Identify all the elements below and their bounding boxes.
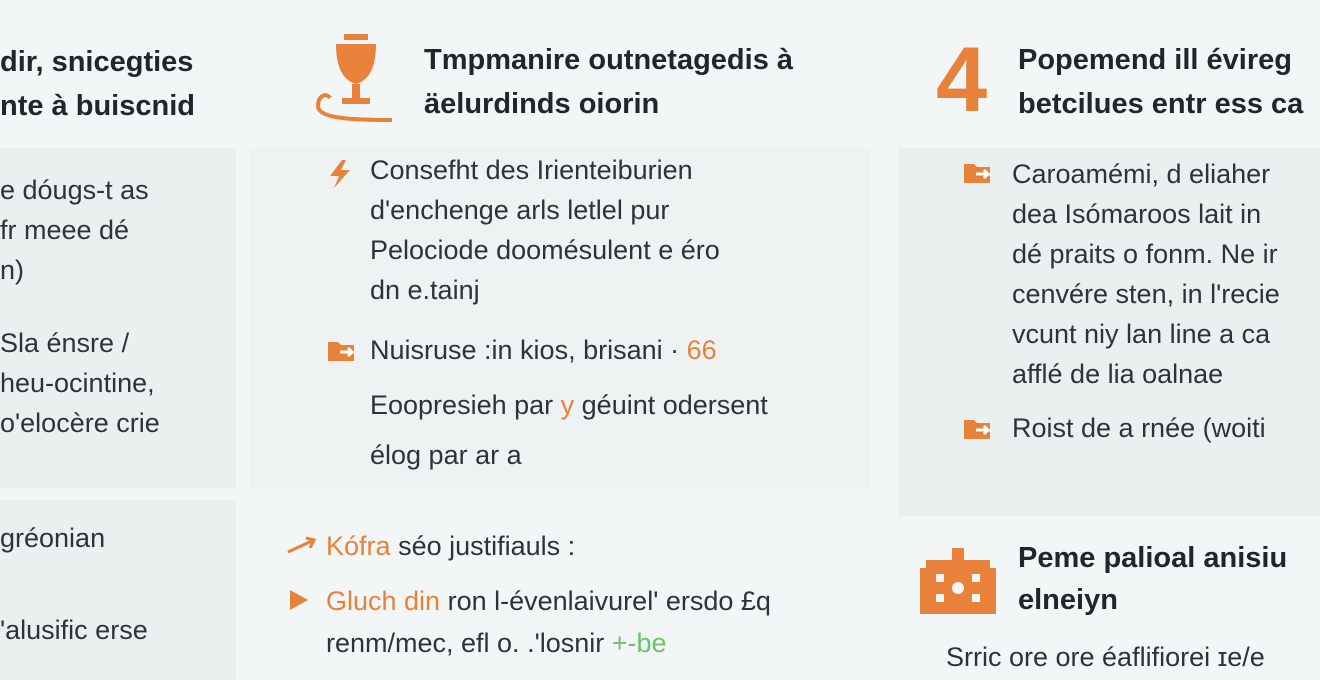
left-title-line-1: dir, snicegties	[0, 46, 194, 78]
folder-arrow-icon	[962, 416, 996, 442]
caret-right-icon	[288, 588, 310, 612]
left-panel-1-line-4: Sla énsre /	[0, 328, 130, 358]
right-box-title-line-2: elneiyn	[1018, 584, 1118, 616]
right-item-1-line-3: dé praits o fonm. Ne ir	[1012, 239, 1278, 269]
middle-item-4-text: ron l-évenlaivurel' ersdo £q	[447, 586, 771, 616]
middle-item-2-text: Nuisruse :in kios, brisani ·	[370, 335, 680, 365]
right-box-text: Srric ore ore éaflifiorei ɪe/e	[946, 642, 1265, 672]
left-panel-1-line-5: heu‑ocintine,	[0, 368, 155, 398]
left-panel-1-line-1: e dóugs‑t as	[0, 175, 149, 205]
right-item-2: Roist de a rnée (woiti	[1012, 413, 1266, 443]
middle-item-4-green: +-be	[611, 628, 667, 658]
left-panel-1-line-2: fr meee dé	[0, 215, 130, 245]
middle-item-1-line-1: Consefht des Irienteiburien	[370, 155, 693, 185]
middle-item-1-line-4: dn e.tainj	[370, 275, 480, 305]
middle-item-3-orange: Kófra	[326, 531, 391, 561]
middle-item-1-line-3: Pelociode doomésulent e éro	[370, 235, 720, 265]
middle-item-3	[326, 526, 575, 566]
middle-title-line-1: Tmpmanire outnetagedis à	[424, 44, 794, 76]
middle-item-2-line-2	[370, 385, 768, 425]
middle-item-2-line-3: élog par ar a	[370, 440, 522, 470]
middle-item-3-text: séo justifiauls :	[398, 531, 576, 561]
left-panel-2-line-1: gréonian	[0, 523, 106, 553]
right-box-title-line-1: Peme palioal anisiu	[1018, 542, 1288, 574]
middle-item-4-line-2	[326, 623, 667, 663]
number-four-icon: 4	[936, 29, 988, 131]
middle-item-2-line-2a: Eoopresieh par	[370, 390, 554, 420]
middle-item-1-line-2: d'enchenge arls letlel pur	[370, 195, 670, 225]
right-title-line-1: Popemend ill évireg	[1018, 44, 1292, 76]
middle-item-2-line-2c: géuint odersent	[581, 390, 768, 420]
middle-item-4-orange: Gluch din	[326, 586, 441, 616]
bolt-icon	[324, 158, 356, 190]
middle-item-4-line-1	[326, 581, 771, 621]
right-title-line-2: betcilues entr ess ca	[1018, 88, 1304, 120]
arrow-icon	[286, 534, 320, 558]
left-panel-1-line-6: o'elocère crie	[0, 408, 160, 438]
right-item-1-line-6: afflé de lia oalnae	[1012, 359, 1224, 389]
folder-arrow-icon	[962, 160, 996, 186]
right-item-1-line-2: dea Isómaroos lait in	[1012, 199, 1262, 229]
folder-arrow-icon	[326, 338, 360, 364]
middle-item-4-line-2-text: renm/mec, efl o. .'losnir	[326, 628, 605, 658]
left-panel-2-line-2: 'alusific erse	[0, 615, 148, 645]
middle-item-2-number: 66	[686, 335, 717, 365]
left-panel-1-line-3: n)	[0, 255, 25, 285]
right-item-1-line-4: cenvére sten, in l'recie	[1012, 279, 1280, 309]
middle-title-line-2: äelurdinds oiorin	[424, 88, 660, 120]
middle-item-2-line-2b: y	[560, 390, 575, 420]
right-item-1-line-5: vcunt niy lan line a ca	[1012, 319, 1271, 349]
building-icon	[918, 546, 998, 616]
right-item-1-line-1: Caroamémi, d eliaher	[1012, 159, 1271, 189]
left-title-line-2: nte à buiscnid	[0, 90, 195, 122]
trophy-icon	[312, 26, 398, 124]
middle-item-2-line-1	[370, 330, 717, 370]
